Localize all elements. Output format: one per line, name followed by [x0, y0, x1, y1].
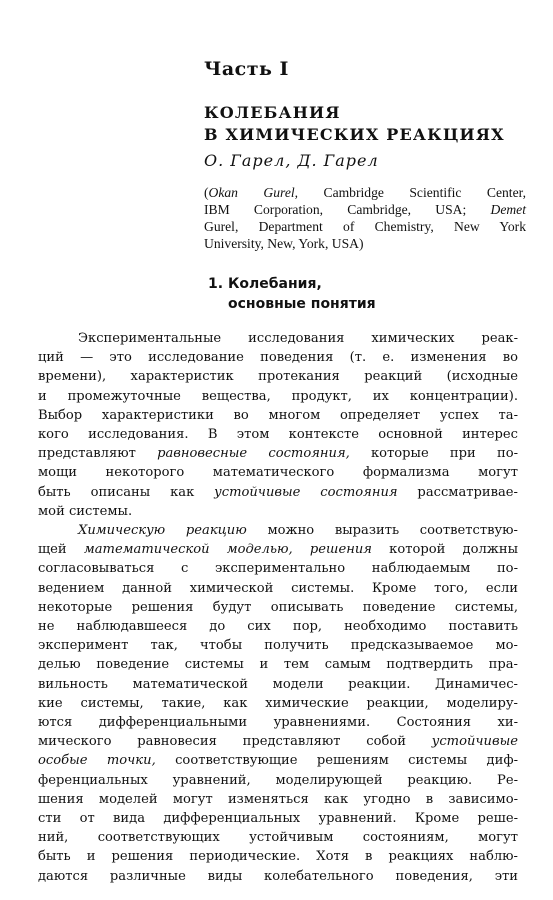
chapter-title-line-1: КОЛЕБАНИЯ	[204, 103, 341, 122]
text-run: IBM Corporation, Cambridge, USA;	[204, 202, 491, 217]
text-run: Выбор характеристики во многом определяет успех та-	[38, 407, 518, 423]
paragraph-line	[38, 463, 518, 482]
text-run: согласовываться с экспериментально наблюдаемым по-	[38, 561, 518, 577]
paragraph-line	[38, 387, 518, 406]
paragraph-line	[38, 502, 518, 521]
paragraph-line	[38, 329, 518, 348]
text-run: ний, соответствующих устойчивым состояниям, могут	[38, 830, 518, 846]
body-text	[38, 329, 518, 886]
text-run: кого исследования. В этом контексте основной интерес	[38, 427, 518, 443]
text-run: Экспериментальные исследования химических реак-	[78, 331, 518, 346]
authors: О. Гарел, Д. Гарел	[204, 151, 379, 170]
text-run: которой должны	[371, 542, 518, 558]
text-run: быть описаны как	[38, 484, 215, 500]
chapter-title	[204, 102, 505, 146]
text-run: ведением данной химической системы. Кроме того, если	[38, 580, 518, 596]
italic-text: устойчивые состояния	[214, 484, 398, 500]
paragraph-line	[38, 636, 518, 655]
paragraph-line	[38, 694, 518, 713]
affiliation-line	[204, 184, 526, 201]
chapter-title-line-2: В ХИМИЧЕСКИХ РЕАКЦИЯХ	[204, 125, 505, 144]
italic-text: Okan Gurel,	[208, 185, 299, 200]
text-run: можно выразить соответствую-	[246, 523, 518, 539]
section-title-line-2: основные понятия	[228, 296, 376, 312]
text-run: эксперимент так, чтобы получить предсказываемое мо-	[38, 638, 518, 654]
text-run: вильность математической модели реакции. Динамичес-	[38, 676, 518, 692]
text-run: щей	[38, 542, 84, 558]
paragraph-line	[38, 828, 518, 847]
affiliation-line	[204, 201, 526, 218]
italic-text: математической моделью, решения	[83, 542, 372, 558]
paragraph-line	[38, 732, 518, 751]
paragraph-line	[38, 655, 518, 674]
text-run: Cambridge Scientific Center,	[298, 185, 526, 200]
text-run: и промежуточные вещества, продукт, их концентрации).	[38, 388, 518, 404]
section-number: 1.	[208, 276, 224, 292]
paragraph-line	[38, 559, 518, 578]
italic-text: Demet	[490, 202, 526, 217]
paragraph-line	[38, 598, 518, 617]
paragraph-line	[38, 809, 518, 828]
part-label: Часть I	[204, 58, 289, 80]
paragraph-line	[38, 867, 518, 886]
affiliation-line	[204, 235, 526, 252]
text-run: Gurel, Department of Chemistry, New York	[204, 219, 526, 234]
affiliation-line	[204, 218, 526, 235]
text-run: не наблюдавшееся до сих пор, необходимо поставить	[38, 619, 518, 635]
text-run: University, New, York, USA)	[204, 236, 364, 251]
paragraph-line	[38, 617, 518, 636]
section-heading	[208, 274, 376, 314]
italic-text: особые точки,	[38, 753, 156, 769]
text-run: ций — это исследование поведения (т. е. изменения во	[38, 350, 518, 366]
text-run: мощи некоторого математического формализма могут	[38, 465, 518, 481]
text-run: ференциальных уравнений, моделирующей реакцию. Ре-	[38, 772, 518, 788]
section-title-line-1: Колебания,	[227, 276, 322, 292]
text-run: быть и решения периодические. Хотя в реакциях наблю-	[38, 849, 518, 865]
text-run: рассматривае-	[397, 484, 518, 500]
paragraph-line	[38, 675, 518, 694]
paragraph-line	[38, 751, 518, 770]
author-affiliation	[204, 184, 526, 252]
paragraph-line	[38, 713, 518, 732]
paragraph-line	[38, 367, 518, 386]
paragraph-line	[38, 483, 518, 502]
text-run: даются различные виды колебательного поведения, эти	[38, 868, 518, 884]
text-run: некоторые решения будут описывать поведение системы,	[38, 599, 518, 615]
text-run: мического равновесия представляют собой	[38, 734, 432, 750]
text-run: (	[204, 185, 209, 200]
italic-text: Химическую реакцию	[78, 523, 247, 539]
text-run: соответствующие решениям системы диф-	[155, 753, 518, 769]
text-run: шения моделей могут изменяться как угодно в зависимо-	[38, 791, 518, 807]
paragraph-line	[38, 406, 518, 425]
paragraph-line	[38, 579, 518, 598]
italic-text: равновесные состояния,	[157, 446, 350, 462]
paragraph-line	[38, 771, 518, 790]
text-run: мой системы.	[38, 503, 133, 519]
italic-text: устойчивые	[431, 734, 518, 750]
text-run: ются дифференциальными уравнениями. Состояния хи-	[38, 715, 518, 731]
text-run: сти от вида дифференциальных уравнений. Кроме реше-	[38, 811, 518, 827]
paragraph-line	[38, 540, 518, 559]
text-run: времени), характеристик протекания реакций (исходные	[38, 369, 518, 385]
paragraph-line	[38, 521, 518, 540]
text-run: представляют	[38, 446, 158, 462]
text-run: делью поведение системы и тем самым подтвердить пра-	[38, 657, 518, 673]
paragraph-line	[38, 444, 518, 463]
paragraph-line	[38, 790, 518, 809]
text-run: кие системы, такие, как химические реакции, моделиру-	[38, 695, 518, 711]
paragraph-line	[38, 425, 518, 444]
paragraph-line	[38, 348, 518, 367]
text-run: которые при по-	[349, 446, 518, 462]
paragraph-line	[38, 847, 518, 866]
